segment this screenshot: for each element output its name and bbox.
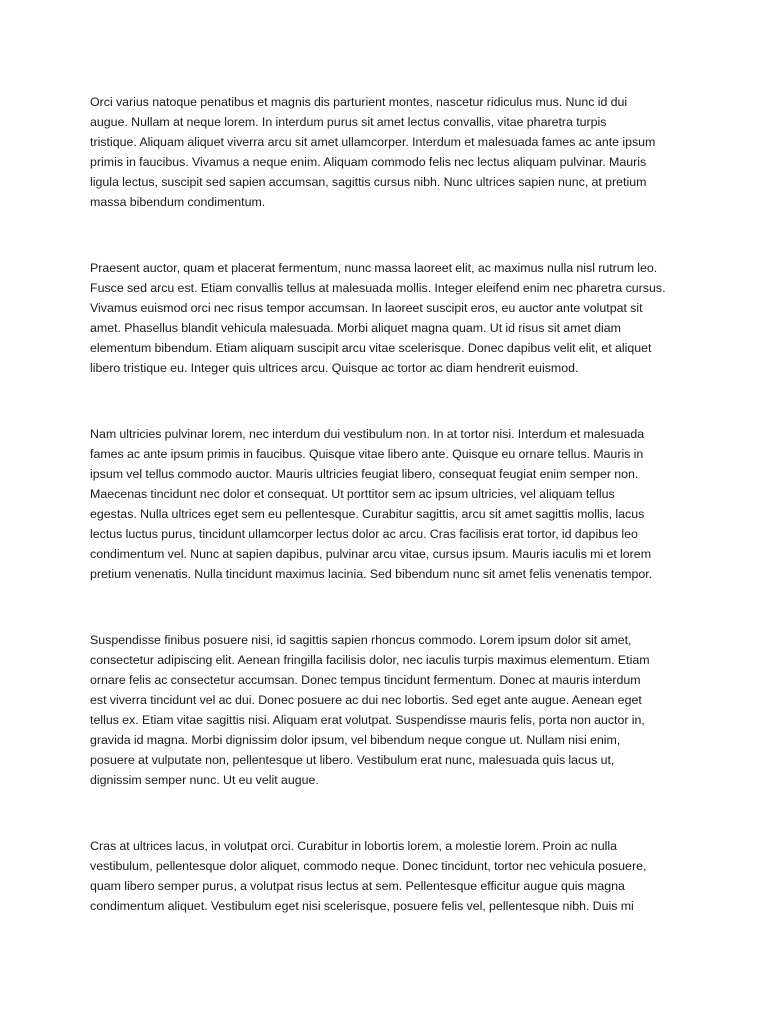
text-line: Suspendisse finibus posuere nisi, id sagittis sapien rhoncus commodo. Lorem ipsum dolor sit amet, [90, 633, 632, 647]
text-line: egestas. Nulla ultrices eget sem eu pellentesque. Curabitur sagittis, arcu sit amet sagittis mollis, lacus [90, 507, 645, 521]
text-line: Orci varius natoque penatibus et magnis dis parturient montes, nascetur ridiculus mus. Nunc id dui [90, 95, 628, 109]
paragraph-2 [90, 258, 678, 378]
text-line: gravida id magna. Morbi dignissim dolor ipsum, vel bibendum neque congue ut. Nullam nisi enim, [90, 733, 621, 747]
text-line: Cras at ultrices lacus, in volutpat orci. Curabitur in lobortis lorem, a molestie lorem. Proin ac nulla [90, 839, 618, 853]
text-line: ligula lectus, suscipit sed sapien accumsan, sagittis cursus nibh. Nunc ultrices sapien nunc, at pretium [90, 175, 647, 189]
document-body [90, 92, 678, 962]
text-line: quam libero semper purus, a volutpat risus lectus at sem. Pellentesque efficitur augue quis magna [90, 879, 625, 893]
paragraph-1 [90, 92, 678, 212]
text-line: augue. Nullam at neque lorem. In interdum purus sit amet lectus convallis, vitae pharetra turpis [90, 115, 607, 129]
text-line: Fusce sed arcu est. Etiam convallis tellus at malesuada mollis. Integer eleifend enim nec pharetra cursus. [90, 281, 666, 295]
text-line: pretium venenatis. Nulla tincidunt maximus lacinia. Sed bibendum nunc sit amet felis venenatis tempor. [90, 567, 653, 581]
text-line: fames ac ante ipsum primis in faucibus. Quisque vitae libero ante. Quisque eu ornare tellus. Mauris in [90, 447, 644, 461]
text-line: ornare felis ac consectetur accumsan. Donec tempus tincidunt fermentum. Donec at mauris interdum [90, 673, 641, 687]
text-line: lectus luctus purus, tincidunt ullamcorper lectus dolor ac arcu. Cras facilisis erat tortor, id dapibus leo [90, 527, 638, 541]
text-line: tellus ex. Etiam vitae sagittis nisi. Aliquam erat volutpat. Suspendisse mauris felis, porta non auctor in, [90, 713, 645, 727]
text-line: Vivamus euismod orci nec risus tempor accumsan. In laoreet suscipit eros, eu auctor ante volutpat sit [90, 301, 643, 315]
paragraph-3 [90, 424, 678, 584]
text-line: primis in faucibus. Vivamus a neque enim. Aliquam commodo felis nec lectus aliquam pulvinar. Mauris [90, 155, 647, 169]
paragraph-4 [90, 630, 678, 790]
text-line: dignissim semper nunc. Ut eu velit augue. [90, 773, 319, 787]
text-line: posuere at vulputate non, pellentesque ut libero. Vestibulum erat nunc, malesuada quis lacus ut, [90, 753, 615, 767]
text-line: amet. Phasellus blandit vehicula malesuada. Morbi aliquet magna quam. Ut id risus sit amet diam [90, 321, 621, 335]
text-line: vestibulum, pellentesque dolor aliquet, commodo neque. Donec tincidunt, tortor nec vehicula posuere, [90, 859, 647, 873]
text-line: condimentum vel. Nunc at sapien dapibus, pulvinar arcu vitae, cursus ipsum. Mauris iaculis mi et lorem [90, 547, 652, 561]
text-line: Nam ultricies pulvinar lorem, nec interdum dui vestibulum non. In at tortor nisi. Interdum et malesuada [90, 427, 645, 441]
text-line: consectetur adipiscing elit. Aenean fringilla facilisis dolor, nec iaculis turpis maximus elementum. Etiam [90, 653, 650, 667]
text-line: Praesent auctor, quam et placerat fermentum, nunc massa laoreet elit, ac maximus nulla nisl rutrum leo. [90, 261, 658, 275]
text-line: massa bibendum condimentum. [90, 195, 266, 209]
text-line: est viverra tincidunt vel ac dui. Donec posuere ac dui nec lobortis. Sed eget ante augue. Aenean eget [90, 693, 642, 707]
text-line: elementum bibendum. Etiam aliquam suscipit arcu vitae scelerisque. Donec dapibus velit elit, et aliquet [90, 341, 652, 355]
text-line: libero tristique eu. Integer quis ultrices arcu. Quisque ac tortor ac diam hendrerit euismod. [90, 361, 579, 375]
paragraph-5 [90, 836, 678, 916]
text-line: condimentum aliquet. Vestibulum eget nisi scelerisque, posuere felis vel, pellentesque nibh. Duis mi [90, 899, 634, 913]
text-line: Maecenas tincidunt nec dolor et consequat. Ut porttitor sem ac ipsum ultricies, vel aliquam tellus [90, 487, 615, 501]
text-line: tristique. Aliquam aliquet viverra arcu sit amet ullamcorper. Interdum et malesuada fames ac ante ipsum [90, 135, 656, 149]
text-line: ipsum vel tellus commodo auctor. Mauris ultricies feugiat libero, consequat feugiat enim semper non. [90, 467, 639, 481]
